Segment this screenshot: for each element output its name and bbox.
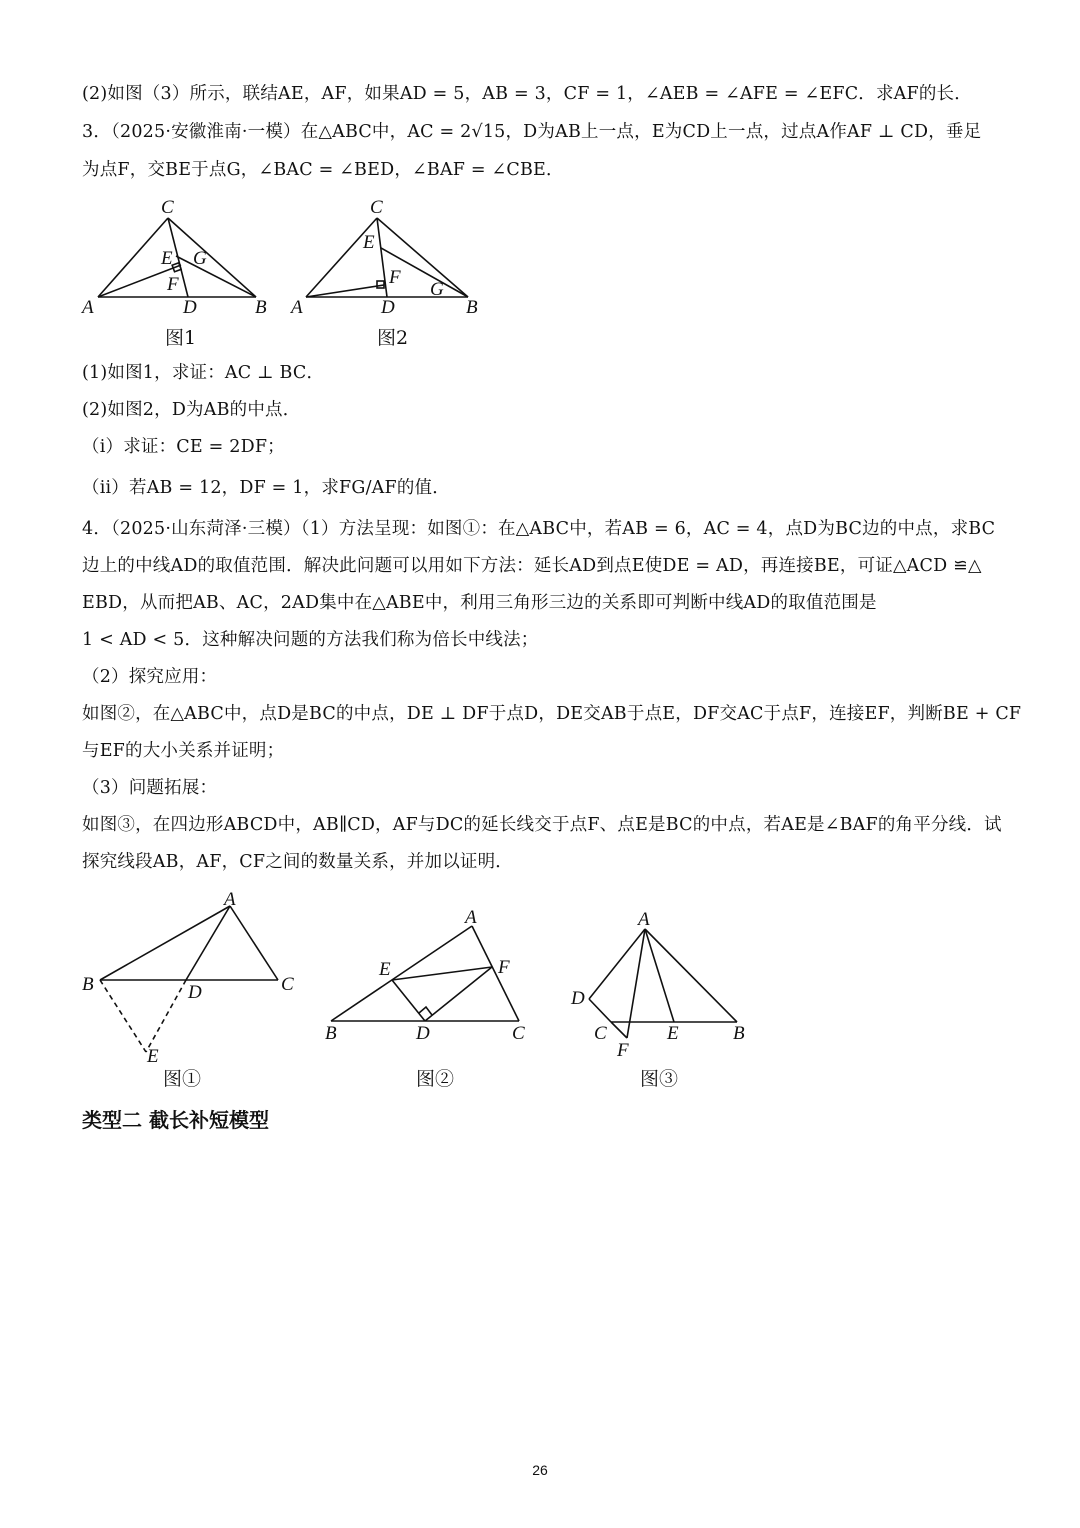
figc2-label-B: B xyxy=(325,1023,337,1044)
text-line-8: 4．（2025·山东菏泽·三模）（1）方法呈现：如图①：在△ABC中，若AB = 6，AC = 4，点D为BC边的中点，求BC xyxy=(82,519,996,539)
text-line-5: (2)如图2，D为AB的中点． xyxy=(82,400,301,420)
figc2-label-A: A xyxy=(465,907,477,928)
figc3-label-E: E xyxy=(667,1023,679,1044)
figc1-label-E: E xyxy=(147,1046,159,1067)
text-line-11: 1 < AD < 5．这种解决问题的方法我们称为倍长中线法； xyxy=(82,630,539,650)
section-title: 类型二 截长补短模型 xyxy=(82,1108,269,1132)
fig2-label-A: A xyxy=(291,297,303,318)
text-line-10: EBD，从而把AB、AC，2AD集中在△ABE中，利用三角形三边的关系即可判断中线AD的取值范围是 xyxy=(82,593,877,613)
fig2-caption: 图2 xyxy=(377,327,409,349)
text-line-6: （i）求证：CE = 2DF； xyxy=(82,437,285,457)
fig1-label-F: F xyxy=(167,274,179,295)
fig2-label-C: C xyxy=(370,197,383,218)
text-line-13: 如图②，在△ABC中，点D是BC的中点，DE ⊥ DF于点D，DE交AB于点E，DF交AC于点F，连接EF，判断BE + CF xyxy=(82,704,1022,724)
text-line-12: （2）探究应用： xyxy=(82,667,218,687)
fig1-label-A: A xyxy=(82,297,94,318)
fig2-label-E: E xyxy=(363,232,375,253)
figc1-label-B: B xyxy=(82,974,94,995)
figc1-label-D: D xyxy=(188,982,202,1003)
figc3-label-F: F xyxy=(617,1040,629,1061)
figc2-label-E: E xyxy=(379,959,391,980)
figc2-label-F: F xyxy=(498,957,510,978)
text-line-3: 为点F，交BE于点G，∠BAC = ∠BED，∠BAF = ∠CBE． xyxy=(82,160,564,180)
figc3-label-B: B xyxy=(733,1023,745,1044)
fig2-label-F: F xyxy=(389,267,401,288)
figc3-label-A: A xyxy=(638,909,650,930)
text-line-14: 与EF的大小关系并证明； xyxy=(82,741,285,761)
figc1-caption: 图① xyxy=(163,1068,202,1090)
fig2-label-D: D xyxy=(381,297,395,318)
figc1-label-C: C xyxy=(281,974,294,995)
text-line-2: 3．（2025·安徽淮南·一模）在△ABC中，AC = 2√15，D为AB上一点，E为CD上一点，过点A作AF ⊥ CD，垂足 xyxy=(82,122,982,142)
figure-circled-2 xyxy=(331,926,519,1021)
text-line-1: (2)如图（3）所示，联结AE，AF，如果AD = 5，AB = 3，CF = 1，∠AEB = ∠AFE = ∠EFC．求AF的长． xyxy=(82,84,972,104)
figc2-label-D: D xyxy=(416,1023,430,1044)
figure-circled-3 xyxy=(589,929,737,1038)
fig1-label-C: C xyxy=(161,197,174,218)
fig2-label-B: B xyxy=(466,297,478,318)
figc2-caption: 图② xyxy=(416,1068,455,1090)
fig2-label-G: G xyxy=(430,279,444,300)
fig1-label-G: G xyxy=(193,248,207,269)
figc3-caption: 图③ xyxy=(640,1068,679,1090)
figc1-label-A: A xyxy=(224,889,236,910)
text-line-9: 边上的中线AD的取值范围．解决此问题可以用如下方法：延长AD到点E使DE = AD，再连接BE，可证△ACD ≌△ xyxy=(82,556,982,576)
text-line-4: (1)如图1，求证：AC ⊥ BC． xyxy=(82,363,325,383)
page-number: 26 xyxy=(532,1462,548,1478)
text-line-16: 如图③，在四边形ABCD中，AB∥CD，AF与DC的延长线交于点F、点E是BC的中点，若AE是∠BAF的角平分线．试 xyxy=(82,815,1002,835)
fig1-label-D: D xyxy=(183,297,197,318)
fig1-caption: 图1 xyxy=(165,327,197,349)
text-line-15: （3）问题拓展： xyxy=(82,778,218,798)
figc3-label-D: D xyxy=(571,988,585,1009)
text-line-17: 探究线段AB，AF，CF之间的数量关系，并加以证明． xyxy=(82,852,514,872)
text-line-7: （ii）若AB = 12，DF = 1，求FG/AF的值． xyxy=(82,478,450,498)
fig1-label-E: E xyxy=(161,248,173,269)
figure-circled-1 xyxy=(100,906,278,1052)
fig1-label-B: B xyxy=(255,297,267,318)
figc2-label-C: C xyxy=(512,1023,525,1044)
figc3-label-C: C xyxy=(594,1023,607,1044)
